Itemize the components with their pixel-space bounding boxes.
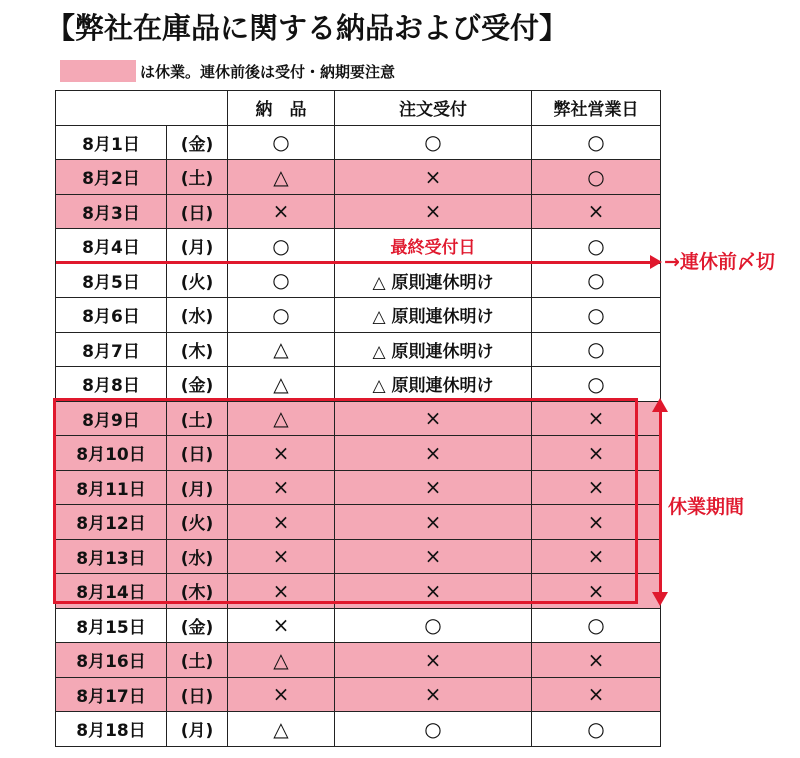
table-row [56,194,661,229]
order-cell: × [335,194,532,229]
delivery-cell: ○ [228,229,335,264]
date-cell: 8月9日 [56,401,167,436]
order-cell: × [335,574,532,609]
date-cell: 8月8日 [56,367,167,402]
order-cell: × [335,160,532,195]
order-cell: × [335,505,532,540]
delivery-cell: × [228,505,335,540]
order-cell: × [335,436,532,471]
delivery-cell: △ [228,367,335,402]
business-cell: × [532,194,661,229]
table-row [56,229,661,264]
business-cell: ○ [532,229,661,264]
date-cell: 8月6日 [56,298,167,333]
day-cell: (土) [167,160,228,195]
day-cell: (木) [167,332,228,367]
date-cell: 8月12日 [56,505,167,540]
order-cell: × [335,539,532,574]
date-cell: 8月10日 [56,436,167,471]
day-cell: (金) [167,125,228,160]
order-cell: × [335,470,532,505]
order-cell: △ 原則連休明け [335,367,532,402]
table-row [56,608,661,643]
delivery-cell: △ [228,160,335,195]
date-cell: 8月5日 [56,263,167,298]
delivery-cell: × [228,436,335,471]
deadline-arrowhead [650,255,662,269]
order-cell: × [335,643,532,678]
delivery-cell: △ [228,401,335,436]
header-order: 注文受付 [335,91,532,126]
business-cell: ○ [532,367,661,402]
date-cell: 8月14日 [56,574,167,609]
day-cell: (火) [167,505,228,540]
day-cell: (日) [167,677,228,712]
delivery-cell: △ [228,332,335,367]
delivery-cell: × [228,194,335,229]
delivery-cell: △ [228,712,335,747]
order-cell: △ 原則連休明け [335,263,532,298]
business-cell: × [532,470,661,505]
delivery-cell: △ [228,643,335,678]
delivery-cell: ○ [228,263,335,298]
header-date [56,91,228,126]
delivery-cell: × [228,677,335,712]
date-cell: 8月3日 [56,194,167,229]
header-row [56,91,661,126]
business-cell: ○ [532,263,661,298]
date-cell: 8月15日 [56,608,167,643]
order-cell: ○ [335,608,532,643]
table-row [56,367,661,402]
business-cell: × [532,539,661,574]
business-cell: × [532,643,661,678]
business-cell: × [532,505,661,540]
deadline-label: →連休前〆切 [664,251,775,273]
delivery-cell: × [228,608,335,643]
delivery-cell: ○ [228,125,335,160]
legend [60,60,395,82]
order-cell: ○ [335,712,532,747]
business-cell: ○ [532,608,661,643]
table-row [56,643,661,678]
day-cell: (土) [167,401,228,436]
day-cell: (火) [167,263,228,298]
day-cell: (金) [167,608,228,643]
day-cell: (水) [167,298,228,333]
delivery-cell: × [228,574,335,609]
date-cell: 8月2日 [56,160,167,195]
business-cell: ○ [532,125,661,160]
business-cell: ○ [532,712,661,747]
date-cell: 8月16日 [56,643,167,678]
table-row [56,712,661,747]
day-cell: (月) [167,712,228,747]
date-cell: 8月4日 [56,229,167,264]
order-cell: △ 原則連休明け [335,298,532,333]
header-business: 弊社営業日 [532,91,661,126]
date-cell: 8月13日 [56,539,167,574]
day-cell: (月) [167,229,228,264]
table-row [56,263,661,298]
order-cell: × [335,677,532,712]
deadline-line [56,261,654,264]
table-row [56,332,661,367]
business-cell: ○ [532,160,661,195]
business-cell: ○ [532,298,661,333]
order-cell: ○ [335,125,532,160]
legend-text: は休業。連休前後は受付・納期要注意 [140,62,396,81]
delivery-cell: × [228,539,335,574]
holiday-period-label: 休業期間 [668,496,745,518]
business-cell: × [532,677,661,712]
header-delivery: 納 品 [228,91,335,126]
order-cell: 最終受付日 [335,229,532,264]
date-cell: 8月11日 [56,470,167,505]
table-row [56,125,661,160]
day-cell: (日) [167,436,228,471]
day-cell: (木) [167,574,228,609]
legend-swatch [60,60,136,82]
business-cell: ○ [532,332,661,367]
date-cell: 8月18日 [56,712,167,747]
business-cell: × [532,401,661,436]
delivery-cell: × [228,470,335,505]
date-cell: 8月1日 [56,125,167,160]
holiday-period-box [53,398,638,604]
order-cell: △ 原則連休明け [335,332,532,367]
table-row [56,298,661,333]
day-cell: (月) [167,470,228,505]
table-row [56,160,661,195]
business-cell: × [532,436,661,471]
table-row [56,677,661,712]
day-cell: (水) [167,539,228,574]
order-cell: × [335,401,532,436]
business-cell: × [532,574,661,609]
day-cell: (日) [167,194,228,229]
holiday-arrow-down [652,592,668,606]
day-cell: (金) [167,367,228,402]
date-cell: 8月17日 [56,677,167,712]
date-cell: 8月7日 [56,332,167,367]
day-cell: (土) [167,643,228,678]
delivery-cell: ○ [228,298,335,333]
page-title: 【弊社在庫品に関する納品および受付】 [46,11,569,45]
holiday-arrow-line [659,410,662,592]
